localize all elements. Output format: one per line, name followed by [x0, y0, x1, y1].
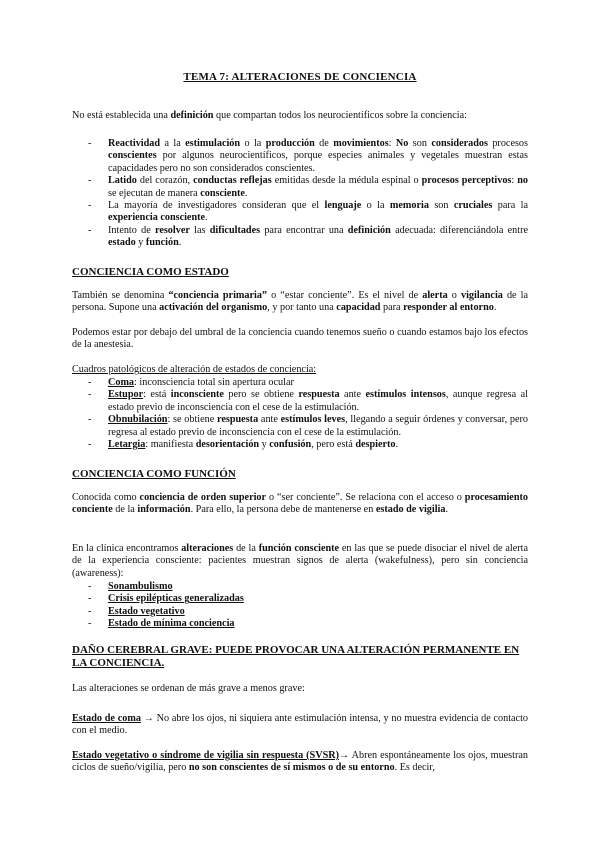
text-run: → Abren espontáneamente los ojos, muestran ciclos de sueño/vigilia, pero: [72, 750, 528, 774]
text-run: ante: [339, 389, 366, 401]
text-run: .: [445, 504, 449, 516]
bullet-dash: -: [88, 175, 92, 187]
section-heading-funcion: CONCIENCIA COMO FUNCIÓN: [72, 468, 236, 480]
list-item: [88, 618, 528, 630]
section-heading-estado: CONCIENCIA COMO ESTADO: [72, 266, 229, 278]
text-run: de la: [233, 543, 259, 554]
emphasis-text: dificultades: [209, 224, 261, 236]
funcion-paragraph-1: [72, 492, 528, 517]
bullet-dash: -: [88, 605, 92, 617]
emphasis-text: No: [395, 138, 409, 149]
emphasis-text: confusión: [269, 439, 312, 451]
text-run: adecuada: diferenciándola entre: [390, 224, 529, 236]
text-run: : está: [143, 389, 171, 401]
emphasis-text: cruciales: [453, 200, 493, 212]
bullet-dash: -: [88, 200, 92, 212]
text-run: .: [244, 187, 248, 199]
emphasis-text: información: [137, 504, 191, 516]
section-heading-dano: DAÑO CEREBRAL GRAVE: PUEDE PROVOCAR UNA ALTERACIÓN PERMANENTE EN LA CONCIENCIA.: [72, 644, 520, 669]
text-run: son: [408, 138, 432, 149]
text-run: : manifiesta: [145, 439, 196, 451]
text-run: , pero está: [311, 439, 356, 451]
text-run: y: [135, 237, 146, 249]
bullet-dash: -: [88, 581, 92, 592]
emphasis-text: resolver: [154, 224, 190, 236]
text-run: son: [428, 200, 454, 212]
text-run: : se obtiene: [167, 414, 218, 426]
text-run: .: [178, 237, 182, 249]
funcion-paragraph-2: [72, 543, 528, 580]
text-run: La mayoría de investigadores consideran que el: [108, 200, 325, 212]
text-run: pero se obtiene: [223, 389, 299, 401]
emphasis-text: despierto: [355, 439, 396, 451]
emphasis-text: respuesta: [298, 389, 340, 401]
text-run: También se denomina: [72, 290, 169, 301]
emphasis-text: estímulos intensos: [365, 389, 446, 401]
emphasis-text: conductas reflejas: [193, 175, 272, 187]
text-run: Conocida como: [72, 492, 140, 503]
estado-coma-paragraph: [72, 713, 528, 738]
text-run: para: [380, 302, 404, 314]
bullet-dash: -: [88, 138, 92, 149]
text-run: procesos: [487, 138, 528, 149]
emphasis-text: desorientación: [195, 439, 260, 451]
text-run: o la: [240, 138, 266, 149]
emphasis-text: Latido: [108, 175, 137, 187]
list-item: [88, 606, 528, 618]
emphasis-text: inconsciente: [170, 389, 224, 401]
text-run: de: [314, 138, 334, 149]
text-run: .: [395, 439, 399, 451]
emphasis-text: Estupor: [108, 389, 144, 401]
emphasis-text: alteraciones: [181, 543, 234, 554]
bullet-dash: -: [88, 389, 92, 401]
emphasis-text: procesamiento conciente: [72, 492, 528, 516]
text-run: o “ser conciente”. Se relaciona con el acceso o: [266, 492, 465, 503]
text-run: Intento de: [108, 224, 155, 236]
list-item: [88, 225, 528, 250]
emphasis-text: no: [517, 175, 528, 187]
emphasis-text: movimientos: [333, 138, 389, 149]
text-run: . Es decir,: [394, 762, 435, 774]
cuadros-label: Cuadros patológicos de alteración de estados de conciencia:: [72, 364, 317, 375]
emphasis-text: no son conscientes de sí mismos o de su entorno: [188, 762, 395, 774]
list-item: [88, 581, 528, 593]
bullet-dash: -: [88, 414, 92, 426]
dano-paragraph-1: Las alteraciones se ordenan de más grave a menos grave:: [72, 683, 305, 694]
text-run: del corazón,: [136, 175, 194, 187]
emphasis-text: procesos perceptivos: [421, 175, 512, 187]
list-item: [88, 138, 528, 175]
emphasis-text: memoria: [389, 200, 429, 212]
text-run: :: [511, 175, 518, 187]
text-run: a la: [160, 138, 186, 149]
bullet-dash: -: [88, 377, 92, 388]
bullet-dash: -: [88, 224, 92, 236]
text-run: por algunos neurocientíficos, porque especies animales y vegetales muestran estas capacidades pero no son considerados conscientes.: [108, 150, 528, 174]
emphasis-text: estimulación: [185, 138, 241, 149]
estado-paragraph-1: [72, 290, 528, 315]
text-run: para encontrar una: [260, 224, 348, 236]
emphasis-text: estado de vigilia: [375, 504, 446, 516]
emphasis-text: consciente: [200, 187, 245, 199]
emphasis-text: experiencia consciente: [108, 212, 206, 224]
text-run: , llegando a seguir órdenes y conversar, pero regresa al estado previo de inconsciencia con el cese de la estimulación.: [108, 414, 529, 438]
bullet-dash: -: [88, 618, 92, 630]
text-run: en las que se puede disociar el nivel de alerta de la experiencia consciente: pacientes muestran signos de alerta (wakefulness), pero sin conciencia (awareness):: [72, 543, 528, 579]
text-run: y: [259, 439, 270, 451]
text-run: . Para ello, la persona debe de mantenerse en: [190, 504, 376, 516]
text-run: de la persona. Supone una: [72, 290, 529, 314]
text-run: o la: [361, 200, 390, 212]
emphasis-text: Estado vegetativo o síndrome de vigilia sin respuesta (SVSR): [72, 750, 339, 761]
emphasis-text: estímulos leves: [280, 414, 346, 426]
emphasis-text: definición: [347, 224, 391, 236]
text-run: o: [447, 290, 461, 301]
estado-vegetativo-paragraph: [72, 750, 528, 775]
text-run: En la clínica encontramos: [72, 543, 182, 554]
text-run: .: [493, 302, 497, 314]
emphasis-text: Estado de coma: [72, 713, 141, 724]
emphasis-text: Obnubilación: [108, 414, 168, 426]
emphasis-text: lenguaje: [324, 200, 362, 212]
emphasis-text: conscientes: [108, 150, 157, 162]
funcion-items-list: [88, 581, 528, 631]
text-run: se ejecutan de manera: [108, 187, 201, 199]
text-run: , aunque regresa al estado previo de inconsciencia con el cese de la estimulación.: [108, 389, 529, 413]
list-item: [88, 414, 528, 439]
emphasis-text: activación del organismo: [159, 302, 268, 314]
list-item: [88, 200, 528, 225]
emphasis-text: producción: [265, 138, 315, 149]
text-run: o “estar conciente”. Es el nivel de: [267, 290, 423, 301]
text-run: → No abre los ojos, ni siquiera ante estimulación intensa, y no muestra evidencia de contacto con el medio.: [72, 713, 528, 737]
intro-paragraph: No está establecida una definición que compartan todos los neurocientíficos sobre la conciencia:: [72, 110, 467, 121]
bullet-dash: -: [88, 593, 92, 605]
emphasis-text: capacidad: [336, 302, 381, 314]
text-run: : inconsciencia total sin apertura ocular: [134, 377, 294, 388]
list-item: [88, 389, 528, 414]
emphasis-text: respuesta: [217, 414, 259, 426]
text-run: .: [205, 212, 208, 224]
text-run: , y por tanto una: [267, 302, 337, 314]
emphasis-text: vigilancia: [460, 290, 503, 301]
emphasis-text: Coma: [108, 377, 135, 388]
list-item-label: Estado de mínima conciencia: [108, 618, 235, 630]
text-run: de la: [112, 504, 138, 516]
emphasis-text: conciencia de orden superior: [139, 492, 267, 503]
emphasis-text: función: [145, 237, 179, 249]
emphasis-text: función consciente: [258, 543, 340, 554]
list-item-label: Estado vegetativo: [108, 605, 185, 617]
text-run: las: [189, 224, 210, 236]
text-run: ante: [258, 414, 281, 426]
cuadros-list: [88, 377, 528, 451]
emphasis-text: Letargia: [108, 439, 146, 451]
list-item: [88, 175, 528, 200]
emphasis-text: alerta: [422, 290, 448, 301]
list-item-label: Crisis epilépticas generalizadas: [108, 593, 244, 605]
emphasis-text: responder al entorno: [403, 302, 494, 314]
emphasis-text: Reactividad: [108, 138, 161, 149]
text-run: :: [388, 138, 396, 149]
list-item: [88, 377, 528, 389]
emphasis-text: estado: [108, 237, 136, 249]
document-title: TEMA 7: ALTERACIONES DE CONCIENCIA: [183, 71, 417, 83]
intro-list: [88, 138, 528, 250]
list-item: [88, 439, 528, 451]
text-run: emitidas desde la médula espinal o: [271, 175, 422, 187]
list-item-label: Sonambulismo: [108, 581, 173, 592]
list-item: [88, 593, 528, 605]
emphasis-text: “conciencia primaria”: [168, 290, 268, 301]
text-run: para la: [492, 200, 529, 212]
bullet-dash: -: [88, 439, 92, 451]
emphasis-text: considerados: [431, 138, 488, 149]
estado-paragraph-2: Podemos estar por debajo del umbral de la conciencia cuando tenemos sueño o cuando estamos bajo los efectos de la anestesia.: [72, 327, 528, 351]
